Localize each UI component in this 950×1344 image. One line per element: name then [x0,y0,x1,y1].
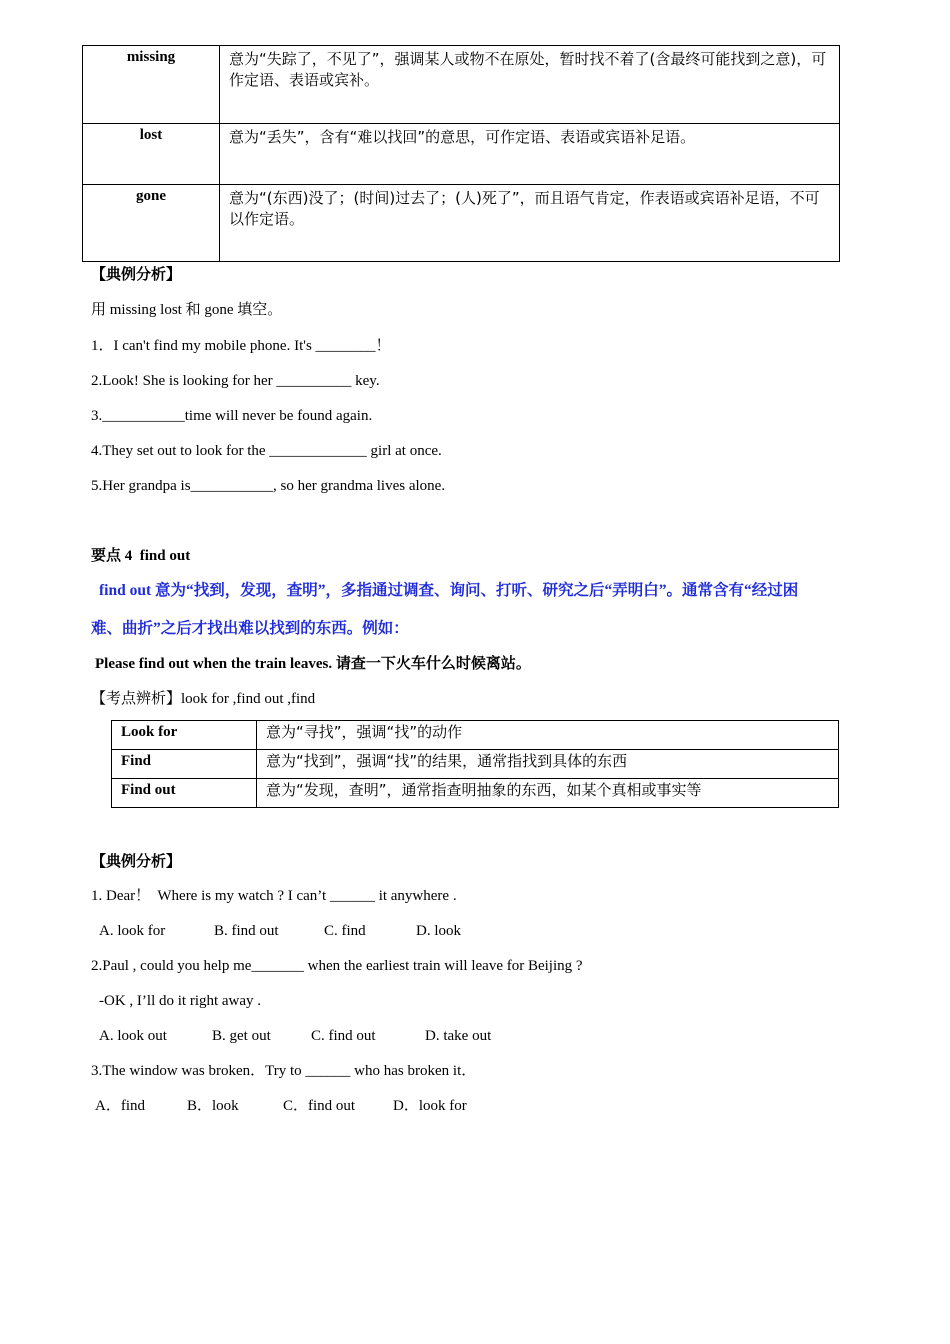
vocab-term: missing [83,46,220,124]
option-a: A．find [95,1098,145,1114]
blue-explanation-line-1: find out 意为“找到，发现，查明”，多指通过调查、询问、打听、研究之后“弄明白”。通常含有“经过困 [99,582,799,599]
option-b: B. get out [212,1028,271,1044]
table-row [83,46,840,124]
question-1: 1. Dear！ Where is my watch ? I can’t ______ it anywhere . [91,888,457,904]
vocab-definition: 意为“丢失”，含有“难以找回”的意思，可作定语、表语或宾语补足语。 [220,124,840,185]
option-b: B．look [187,1098,239,1114]
question-1: 1．I can't find my mobile phone. It's ________！ [91,338,391,354]
instruction: 用 missing lost 和 gone 填空。 [91,302,283,318]
table-row [112,779,839,808]
vocab-term: gone [83,185,220,262]
vocab-definition: 意为“(东西)没了；(时间)过去了；(人)死了”，而且语气肯定，作表语或宾语补足语，不可以作定语。 [220,185,840,262]
option-a: A. look for [99,923,166,939]
analysis-label: 【考点辨析】look for ,find out ,find [91,691,316,707]
compare-term: Look for [112,721,257,750]
option-d: D. take out [425,1028,492,1044]
point-title: 要点 4 find out [91,548,191,564]
question-2: 2.Look! She is looking for her __________ key. [91,373,380,389]
compare-definition: 意为“发现，查明”，通常指查明抽象的东西，如某个真相或事实等 [257,779,839,808]
compare-table [111,720,839,808]
option-c: C. find out [311,1028,376,1044]
table-row [83,185,840,262]
table-row [112,750,839,779]
question-3: 3.___________time will never be found again. [91,408,373,424]
option-c: C. find [324,923,366,939]
compare-definition: 意为“找到”，强调“找”的结果，通常指找到具体的东西 [257,750,839,779]
option-c: C．find out [283,1098,356,1114]
question-4: 4.They set out to look for the _____________ girl at once. [91,443,442,459]
question-2-reply: -OK , I’ll do it right away . [99,993,262,1009]
option-b: B. find out [214,923,279,939]
option-a: A. look out [99,1028,167,1044]
section-heading: 【典例分析】 [91,852,182,870]
question-5: 5.Her grandpa is___________, so her grandma lives alone. [91,478,446,494]
table-row [83,124,840,185]
section-heading: 【典例分析】 [91,265,182,283]
question-2: 2.Paul , could you help me_______ when the earliest train will leave for Beijing ? [91,958,583,974]
option-d: D. look [416,923,461,939]
compare-definition: 意为“寻找”，强调“找”的动作 [257,721,839,750]
example-sentence: Please find out when the train leaves. 请查一下火车什么时候离站。 [95,656,531,672]
vocab-definition: 意为“失踪了，不见了”，强调某人或物不在原处，暂时找不着了(含最终可能找到之意)，可作定语、表语或宾补。 [220,46,840,124]
blue-explanation-line-2: 难、曲折”之后才找出难以找到的东西。例如： [91,620,409,637]
vocab-term: lost [83,124,220,185]
compare-term: Find [112,750,257,779]
option-d: D．look for [393,1098,467,1114]
question-3: 3.The window was broken．Try to ______ who has broken it． [91,1063,477,1079]
compare-term: Find out [112,779,257,808]
table-row [112,721,839,750]
vocab-table [82,45,840,262]
